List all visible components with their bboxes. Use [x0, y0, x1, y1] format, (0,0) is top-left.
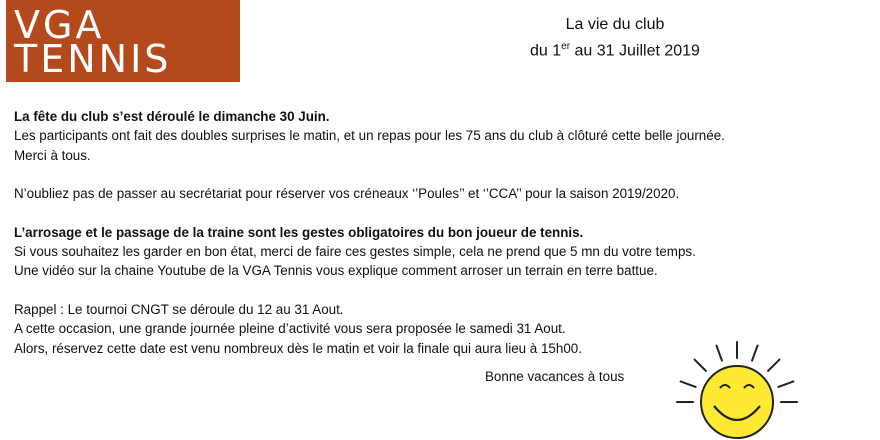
article-body — [14, 107, 854, 358]
section-heading: L’arrosage et le passage de la traine sont les gestes obligatoires du bon joueur de tennis. — [14, 224, 584, 240]
body-line: N’oubliez pas de passer au secrétariat pour réserver vos créneaux ‘’Poules’’ et ‘’CCA’’ pour la saison 2019/2020. — [14, 186, 680, 202]
vga-tennis-logo — [6, 0, 240, 82]
date-suffix: au 31 Juillet 2019 — [570, 42, 700, 60]
sun-ray — [716, 346, 721, 361]
page-header — [490, 14, 740, 62]
sun-face — [701, 366, 773, 438]
body-line: Rappel : Le tournoi CNGT se déroule du 12 au 31 Aout. — [14, 301, 344, 317]
paragraph-gap — [14, 204, 854, 223]
paragraph-gap — [14, 281, 854, 300]
logo-line-tennis: TENNIS — [14, 37, 172, 81]
body-line: A cette occasion, une grande journée pleine d’activité vous sera proposée le samedi 31 Aout. — [14, 321, 566, 337]
date-superscript: er — [561, 41, 571, 52]
body-line: Merci à tous. — [14, 147, 91, 163]
body-line: Les participants ont fait des doubles surprises le matin, et un repas pour les 75 ans du club à clôturé cette belle journée. — [14, 128, 725, 144]
body-line: Alors, réservez cette date est venu nombreux dès le matin et voir la finale qui aura lieu à 15h00. — [14, 340, 582, 356]
date-prefix: du 1 — [530, 42, 562, 60]
closing-text: Bonne vacances à tous — [485, 369, 625, 384]
sun-ray — [778, 381, 793, 386]
sun-ray — [695, 360, 706, 371]
page-title: La vie du club — [565, 16, 665, 33]
sun-ray — [752, 346, 757, 361]
smiling-sun-icon — [652, 330, 822, 440]
logo-line-vga: VGA — [14, 3, 105, 47]
section-heading: La fête du club s’est déroulé le dimanche 30 Juin. — [14, 109, 330, 124]
sun-ray — [768, 360, 779, 371]
date-range — [490, 36, 740, 62]
sun-ray — [681, 381, 696, 386]
body-line: Une vidéo sur la chaine Youtube de la VGA Tennis vous explique comment arroser un terrain en terre battue. — [14, 263, 658, 279]
body-line: Si vous souhaitez les garder en bon état, merci de faire ces gestes simple, cela ne prend que 5 mn du votre temps. — [14, 244, 696, 260]
paragraph-gap — [14, 165, 854, 184]
